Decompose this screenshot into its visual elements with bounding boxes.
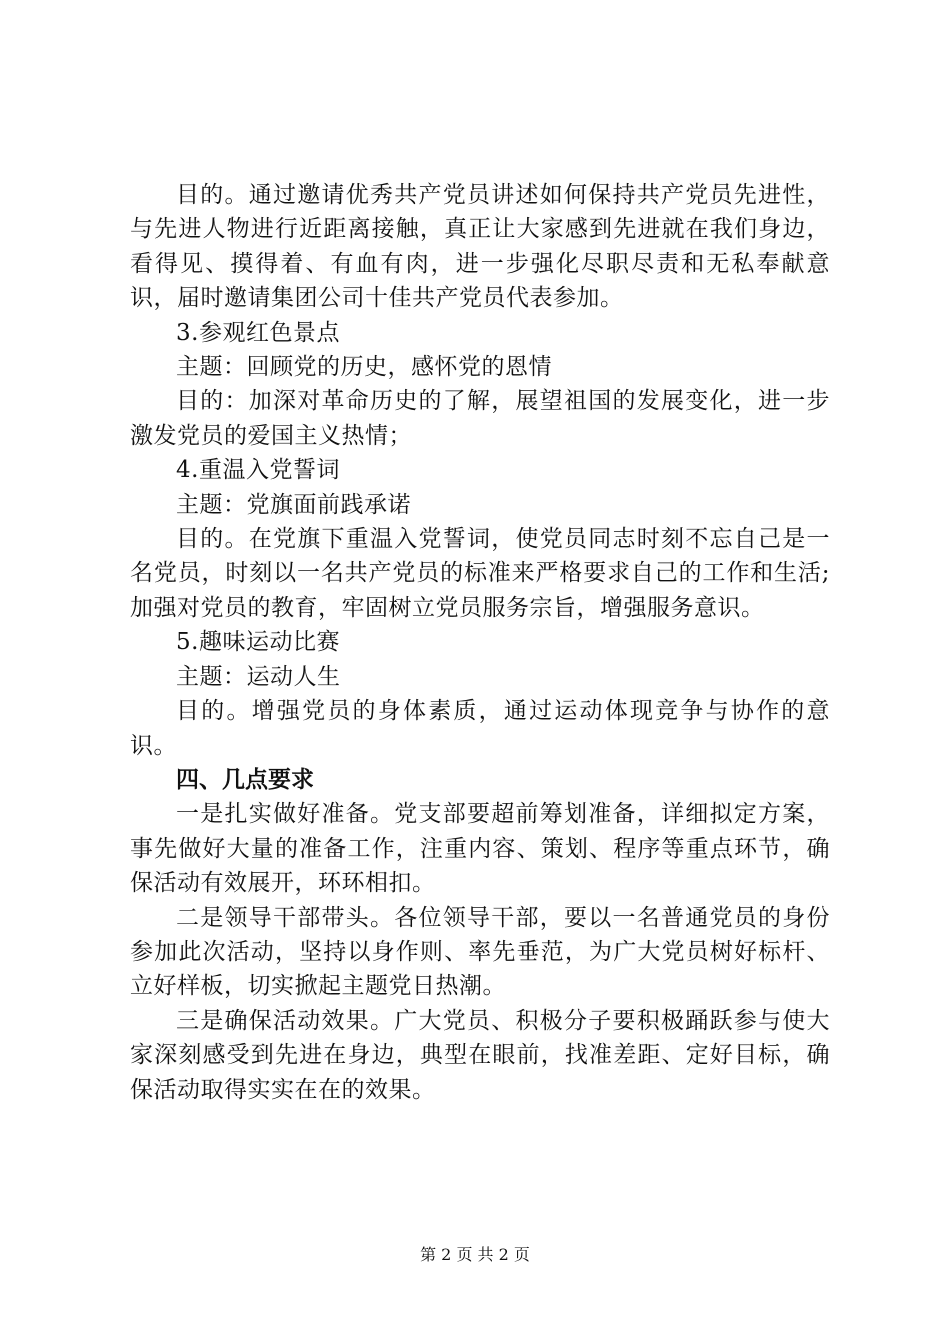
requirement-1: 一是扎实做好准备。党支部要超前筹划准备，详细拟定方案，事先做好大量的准备工作，注重内容、策划、程序等重点环节，确保活动有效展开，环环相扣。 bbox=[130, 801, 830, 897]
paragraph-purpose-1: 目的。通过邀请优秀共产党员讲述如何保持共产党员先进性，与先进人物进行近距离接触，真正让大家感到先进就在我们身边，看得见、摸得着、有血有肉，进一步强化尽职尽责和无私奉献意识，届时邀请集团公司十佳共产党员代表参加。 bbox=[130, 182, 830, 312]
page-footer: 第 2 页 共 2 页 bbox=[420, 1245, 530, 1264]
item-5-purpose: 目的。增强党员的身体素质，通过运动体现竞争与协作的意识。 bbox=[130, 698, 830, 759]
item-3-purpose: 目的：加深对革命历史的了解，展望祖国的发展变化，进一步激发党员的爱国主义热情； bbox=[130, 388, 830, 449]
item-5-title: 5.趣味运动比赛 bbox=[176, 629, 340, 656]
item-3-theme: 主题：回顾党的历史，感怀党的恩情 bbox=[176, 354, 552, 381]
section-heading: 四、几点要求 bbox=[176, 766, 314, 793]
item-4-theme: 主题：党旗面前践承诺 bbox=[176, 491, 411, 518]
item-5-theme: 主题：运动人生 bbox=[176, 663, 341, 690]
requirement-2: 二是领导干部带头。各位领导干部，要以一名普通党员的身份参加此次活动，坚持以身作则、率先垂范，为广大党员树好标杆、立好样板，切实掀起主题党日热潮。 bbox=[130, 904, 830, 1000]
item-3-title: 3.参观红色景点 bbox=[176, 319, 340, 346]
item-4-purpose: 目的。在党旗下重温入党誓词，使党员同志时刻不忘自己是一名党员，时刻以一名共产党员的标准来严格要求自己的工作和生活;加强对党员的教育，牢固树立党员服务宗旨，增强服务意识。 bbox=[130, 526, 830, 621]
requirement-3: 三是确保活动效果。广大党员、积极分子要积极踊跃参与使大家深刻感受到先进在身边，典型在眼前，找准差距、定好目标，确保活动取得实实在在的效果。 bbox=[130, 1007, 830, 1103]
item-4-title: 4.重温入党誓词 bbox=[176, 457, 340, 484]
document-body bbox=[130, 178, 830, 1107]
